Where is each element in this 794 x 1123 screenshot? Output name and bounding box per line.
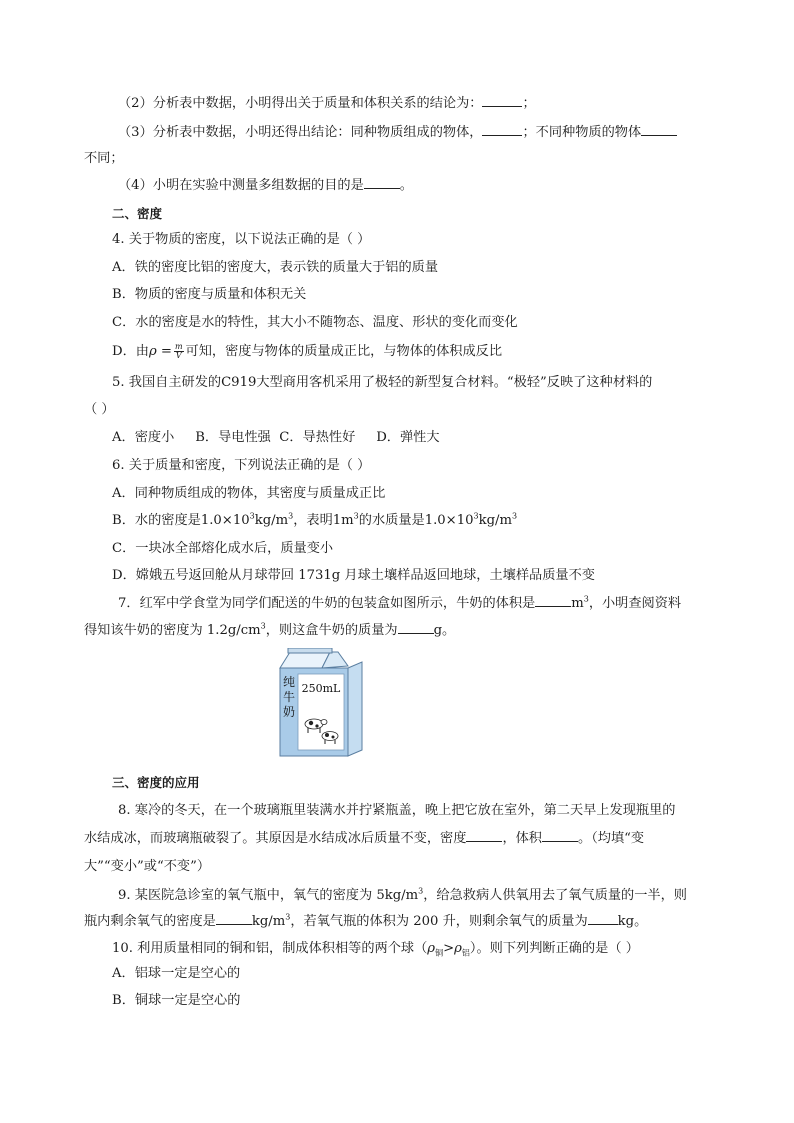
exponent: 3: [260, 621, 266, 631]
q6-option-d[interactable]: D．嫦娥五号返回舱从月球带回 1731g 月球土壤样品返回地球，土壤样品质量不变: [112, 568, 595, 583]
q6-stem: 6. 关于质量和密度，下列说法正确的是（ ）: [112, 458, 371, 473]
q6-option-c[interactable]: C．一块冰全部熔化成水后，质量变小: [112, 541, 334, 556]
exponent: 3: [353, 511, 359, 521]
rho-symbol: ρ: [427, 941, 436, 956]
q3-sub4-end: 。: [399, 178, 413, 193]
q10-option-b[interactable]: B．铜球一定是空心的: [112, 993, 241, 1008]
q5-answer-paren: （ ）: [84, 402, 115, 417]
q3-sub2-text: （2）分析表中数据，小明得出关于质量和体积关系的结论为：: [118, 96, 483, 111]
q10-text: 10. 利用质量相同的铜和铝，制成体积相等的两个球（: [112, 941, 428, 956]
q4-option-b[interactable]: B．物质的密度与质量和体积无关: [112, 287, 307, 302]
q9-text: kg。: [617, 914, 648, 929]
q8-text: ，体积: [502, 831, 542, 846]
formula-denominator: V: [175, 351, 182, 360]
q3-sub3-continuation: 不同；: [84, 151, 124, 166]
exponent: 3: [285, 912, 291, 922]
answer-blank[interactable]: [482, 123, 522, 136]
q8-line2: [84, 829, 644, 849]
q9-text: 9. 某医院急诊室的氧气瓶中，氧气的密度为 5kg/m: [118, 888, 419, 903]
rho-symbol: ρ: [454, 941, 462, 956]
subscript-aluminum: 铝: [461, 948, 470, 958]
q9-line1: [118, 886, 687, 906]
q3-sub4: [118, 176, 413, 196]
q3-sub2: [118, 94, 536, 114]
q7-text: g。: [433, 623, 456, 638]
q4-stem: 4. 关于物质的密度，以下说法正确的是（ ）: [112, 232, 371, 247]
q6-option-b[interactable]: [112, 511, 517, 531]
q4-option-d-label: D．由: [112, 344, 149, 359]
q6-option-a[interactable]: A．同种物质组成的物体，其密度与质量成正比: [112, 486, 386, 501]
unit: kg/m: [478, 513, 512, 528]
section-heading-density: 二、密度: [112, 206, 163, 221]
answer-blank[interactable]: [364, 176, 400, 189]
carton-top: [280, 652, 330, 668]
q4-option-a[interactable]: A．铁的密度比铝的密度大，表示铁的质量大于铝的质量: [112, 260, 439, 275]
unit: m: [571, 596, 584, 611]
exponent: 3: [249, 511, 255, 521]
answer-blank[interactable]: [542, 829, 578, 842]
comparison-sign: >: [443, 941, 455, 956]
q3-sub4-text: （4）小明在实验中测量多组数据的目的是: [118, 178, 364, 193]
formula-numerator: m: [174, 342, 183, 351]
q5-options[interactable]: A．密度小 B．导电性强 C．导热性好 D．弹性大: [112, 430, 440, 445]
q10-option-a[interactable]: A．铝球一定是空心的: [112, 966, 241, 981]
density-formula-lhs: ρ =: [148, 344, 172, 359]
q9-line2: [84, 912, 647, 932]
answer-blank[interactable]: [535, 594, 571, 607]
q7-line2: [84, 621, 455, 641]
answer-blank[interactable]: [216, 912, 252, 925]
q3-sub3-mid: ；不同种物质的物体: [522, 125, 642, 140]
q8-line3: 大”“变小”或“不变”）: [84, 859, 211, 874]
q8-text: 水结成冰，而玻璃瓶破裂了。其原因是水结成冰后质量不变，密度: [84, 831, 467, 846]
q7-text: 得知该牛奶的密度为 1.2g/cm: [84, 623, 261, 638]
q10-stem: [112, 939, 639, 959]
subscript-copper: 铜: [435, 948, 444, 958]
label-char-milk: 奶: [282, 705, 296, 719]
answer-blank[interactable]: [466, 829, 502, 842]
q3-sub3: [118, 123, 677, 143]
q3-sub2-end: ；: [522, 96, 536, 111]
exponent: 3: [418, 886, 424, 896]
q5-stem: 5. 我国自主研发的C919大型商用客机采用了极轻的新型复合材料。“极轻”反映了这种材料的: [112, 375, 653, 390]
exponent: 3: [512, 511, 518, 521]
q7-text: ，小明查阅资料: [588, 596, 682, 611]
q8-text: 。（均填“变: [578, 831, 645, 846]
volume-label: 250mL: [301, 682, 341, 695]
answer-blank[interactable]: [588, 912, 618, 925]
q3-sub3-text: （3）分析表中数据，小明还得出结论：同种物质组成的物体，: [118, 125, 483, 140]
q7-text: 7．红军中学食堂为同学们配送的牛奶的包装盒如图所示，牛奶的体积是: [118, 596, 536, 611]
density-formula-fraction: [174, 343, 184, 360]
q6-b-text: ，表明1m: [293, 513, 354, 528]
q4-option-d[interactable]: [112, 342, 502, 362]
q6-b-text: 的水质量是1.0×10: [358, 513, 474, 528]
q4-option-c[interactable]: C．水的密度是水的特性，其大小不随物态、温度、形状的变化而变化: [112, 315, 518, 330]
q6-b-text: B．水的密度是1.0×10: [112, 513, 250, 528]
label-char-cow: 牛: [282, 690, 296, 704]
exponent: 3: [288, 511, 294, 521]
q4-option-d-text: 可知，密度与物体的质量成正比，与物体的体积成反比: [185, 344, 503, 359]
label-char-pure: 纯: [282, 675, 296, 689]
exponent: 3: [473, 511, 479, 521]
milk-carton-figure: [274, 648, 370, 760]
q9-text: ，若氧气瓶的体积为 200 升，则剩余氧气的质量为: [290, 914, 588, 929]
answer-blank[interactable]: [398, 621, 434, 634]
unit: kg/m: [254, 513, 289, 528]
carton-seal: [288, 648, 332, 653]
carton-side: [348, 662, 362, 756]
q10-text: ）。则下列判断正确的是（ ）: [469, 941, 639, 956]
answer-blank[interactable]: [641, 123, 677, 136]
q7-text: ，则这盒牛奶的质量为: [265, 623, 398, 638]
unit: kg/m: [251, 914, 286, 929]
q7-line1: [118, 594, 681, 614]
section-heading-application: 三、密度的应用: [112, 775, 200, 790]
q9-text: 瓶内剩余氧气的密度是: [84, 914, 216, 929]
q8-line1: 8. 寒冷的冬天，在一个玻璃瓶里装满水并拧紧瓶盖，晚上把它放在室外，第二天早上发现瓶里的: [118, 803, 676, 818]
q9-text: ，给急救病人供氧用去了氧气质量的一半，则: [423, 888, 687, 903]
answer-blank[interactable]: [482, 94, 522, 107]
exponent: 3: [583, 594, 589, 604]
